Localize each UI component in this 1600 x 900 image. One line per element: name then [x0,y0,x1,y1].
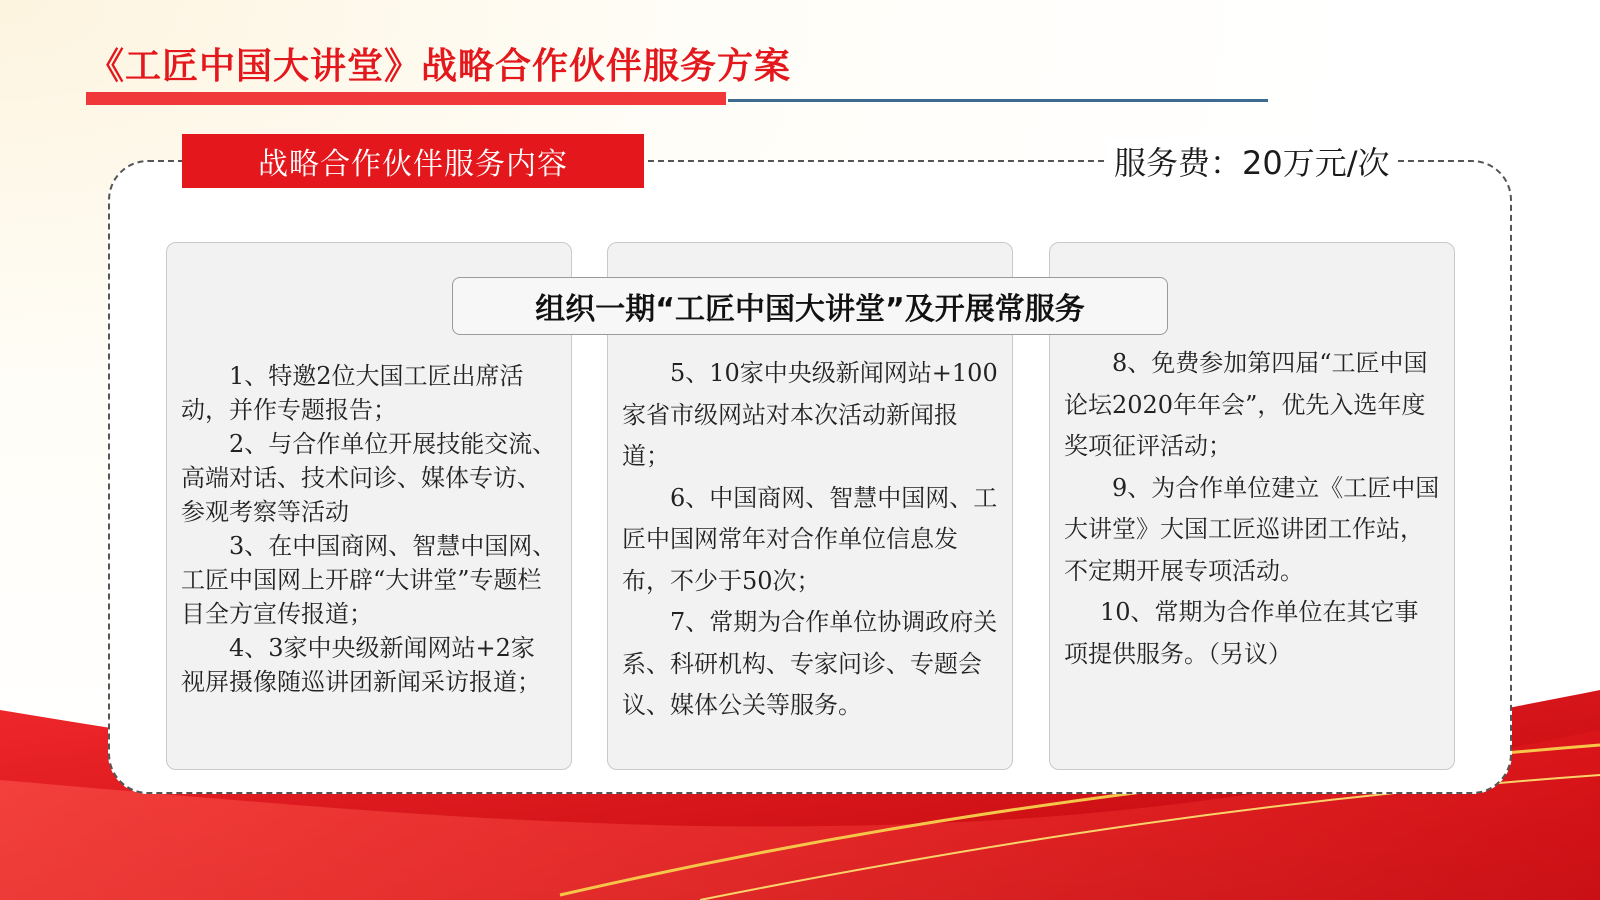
title-underline-red [86,92,726,105]
service-item-2: 2、与合作单位开展技能交流、高端对话、技术问诊、媒体专访、参观考察等活动 [181,430,557,526]
service-item-10: 10、常期为合作单位在其它事项提供服务。（另议） [1064,598,1419,668]
subtitle-box: 组织一期“工匠中国大讲堂”及开展常服务 [452,277,1168,335]
service-item-7: 7、常期为合作单位协调政府关系、科研机构、专家问诊、专题会议、媒体公关等服务。 [622,608,998,719]
service-item-1: 1、特邀2位大国工匠出席活动，并作专题报告； [181,362,524,424]
service-item-5: 5、10家中央级新闻网站+100家省市级网站对本次活动新闻报道； [622,359,998,470]
service-item-8: 8、免费参加第四届“工匠中国论坛2020年年会”，优先入选年度奖项征评活动； [1064,349,1428,460]
service-item-3: 3、在中国商网、智慧中国网、工匠中国网上开辟“大讲堂”专题栏目全方宣传报道； [181,532,557,628]
section-tag: 战略合作伙伴服务内容 [182,134,644,188]
page-title: 《工匠中国大讲堂》战略合作伙伴服务方案 [88,46,792,87]
service-item-9: 9、为合作单位建立《工匠中国大讲堂》大国工匠巡讲团工作站，不定期开展专项活动。 [1064,473,1440,585]
service-item-6: 6、中国商网、智慧中国网、工匠中国网常年对合作单位信息发布，不少于50次； [622,483,998,595]
service-fee: 服务费：20万元/次 [1106,138,1398,184]
title-underline-blue [728,99,1268,102]
service-item-4: 4、3家中央级新闻网站+2家视屏摄像随巡讲团新闻采访报道； [181,634,541,696]
